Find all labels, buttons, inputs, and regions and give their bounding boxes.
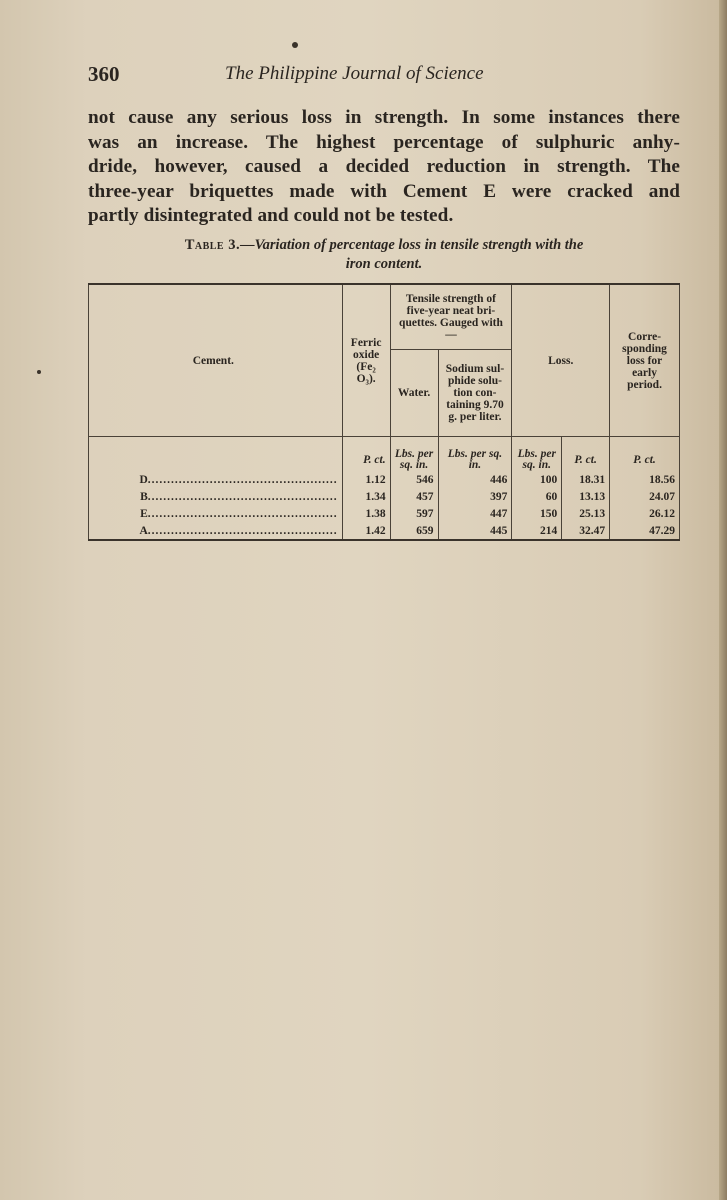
table-row	[89, 505, 680, 522]
header-water: Water.	[390, 350, 438, 437]
header-corresponding-loss: Corre-sponding loss for early period.	[610, 284, 680, 437]
page-number: 360	[88, 62, 120, 86]
row-sodium: 445	[438, 522, 512, 540]
units-ferric-oxide: P. ct.	[342, 437, 390, 472]
ink-speck	[37, 370, 41, 374]
row-water: 546	[390, 471, 438, 488]
table-caption	[104, 236, 664, 274]
row-loss-pct: 18.31	[562, 471, 610, 488]
row-loss-lbs: 150	[512, 505, 562, 522]
row-loss-lbs: 100	[512, 471, 562, 488]
row-ferric-oxide: 1.38	[342, 505, 390, 522]
row-cement: A	[139, 524, 148, 537]
units-loss-lbs: Lbs. per sq. in.	[512, 437, 562, 472]
row-ferric-oxide: 1.34	[342, 488, 390, 505]
table-row	[89, 488, 680, 505]
body-line: dride, however, caused a decided reduction in strength. The	[88, 156, 680, 177]
table-row	[89, 522, 680, 540]
header-sodium-sulphide: Sodium sul-phide solu-tion con-taining 9.70 g. per liter.	[438, 350, 512, 437]
body-paragraph	[88, 106, 680, 229]
row-corresponding: 24.07	[610, 488, 680, 505]
body-line: three-year briquettes made with Cement E were cracked and	[88, 180, 680, 202]
ink-speck	[292, 42, 298, 48]
row-cement-cell: A.................................................	[89, 522, 343, 540]
row-ferric-oxide: 1.12	[342, 471, 390, 488]
row-water: 659	[390, 522, 438, 540]
row-corresponding: 47.29	[610, 522, 680, 540]
row-cement-cell: E.................................................	[89, 505, 343, 522]
journal-title: The Philippine Journal of Science	[225, 63, 484, 84]
units-cell-empty	[89, 437, 343, 472]
row-loss-pct: 32.47	[562, 522, 610, 540]
header-row	[89, 284, 680, 350]
row-water: 457	[390, 488, 438, 505]
units-loss-pct: P. ct.	[562, 437, 610, 472]
row-sodium: 446	[438, 471, 512, 488]
page-spine-shadow	[719, 0, 727, 1200]
row-sodium: 447	[438, 505, 512, 522]
body-line: not cause any serious loss in strength. In some instances there	[88, 107, 680, 128]
row-loss-pct: 25.13	[562, 505, 610, 522]
row-cement-cell: B.................................................	[89, 488, 343, 505]
units-sodium: Lbs. per sq. in.	[438, 437, 512, 472]
units-corresponding: P. ct.	[610, 437, 680, 472]
row-corresponding: 26.12	[610, 505, 680, 522]
row-loss-lbs: 214	[512, 522, 562, 540]
row-sodium: 397	[438, 488, 512, 505]
table-label: Table 3.	[184, 237, 241, 253]
row-corresponding: 18.56	[610, 471, 680, 488]
row-cement: E	[140, 507, 148, 520]
row-loss-pct: 13.13	[562, 488, 610, 505]
body-line: partly disintegrated and could not be tested.	[88, 205, 454, 226]
header-cement: Cement.	[89, 284, 343, 437]
body-line: was an increase. The highest percentage of sulphuric anhy-	[88, 131, 680, 153]
row-loss-lbs: 60	[512, 488, 562, 505]
row-water: 597	[390, 505, 438, 522]
data-table	[88, 283, 680, 541]
table-caption-text: —Variation of percentage loss in tensile strength with the	[240, 237, 584, 253]
row-ferric-oxide: 1.42	[342, 522, 390, 540]
units-row	[89, 437, 680, 472]
header-loss: Loss.	[512, 284, 610, 437]
row-cement: B	[140, 490, 148, 503]
header-tensile-strength: Tensile strength of five-year neat bri-quettes. Gauged with—	[390, 284, 512, 350]
row-cement-cell: D.................................................	[89, 471, 343, 488]
units-water: Lbs. per sq. in.	[390, 437, 438, 472]
table-caption-text: iron content.	[345, 256, 423, 272]
table-row	[89, 471, 680, 488]
row-cement: D	[139, 473, 148, 486]
header-ferric-oxide: Ferric oxide (Fe₂ O₃).	[342, 284, 390, 437]
running-header	[88, 62, 678, 92]
